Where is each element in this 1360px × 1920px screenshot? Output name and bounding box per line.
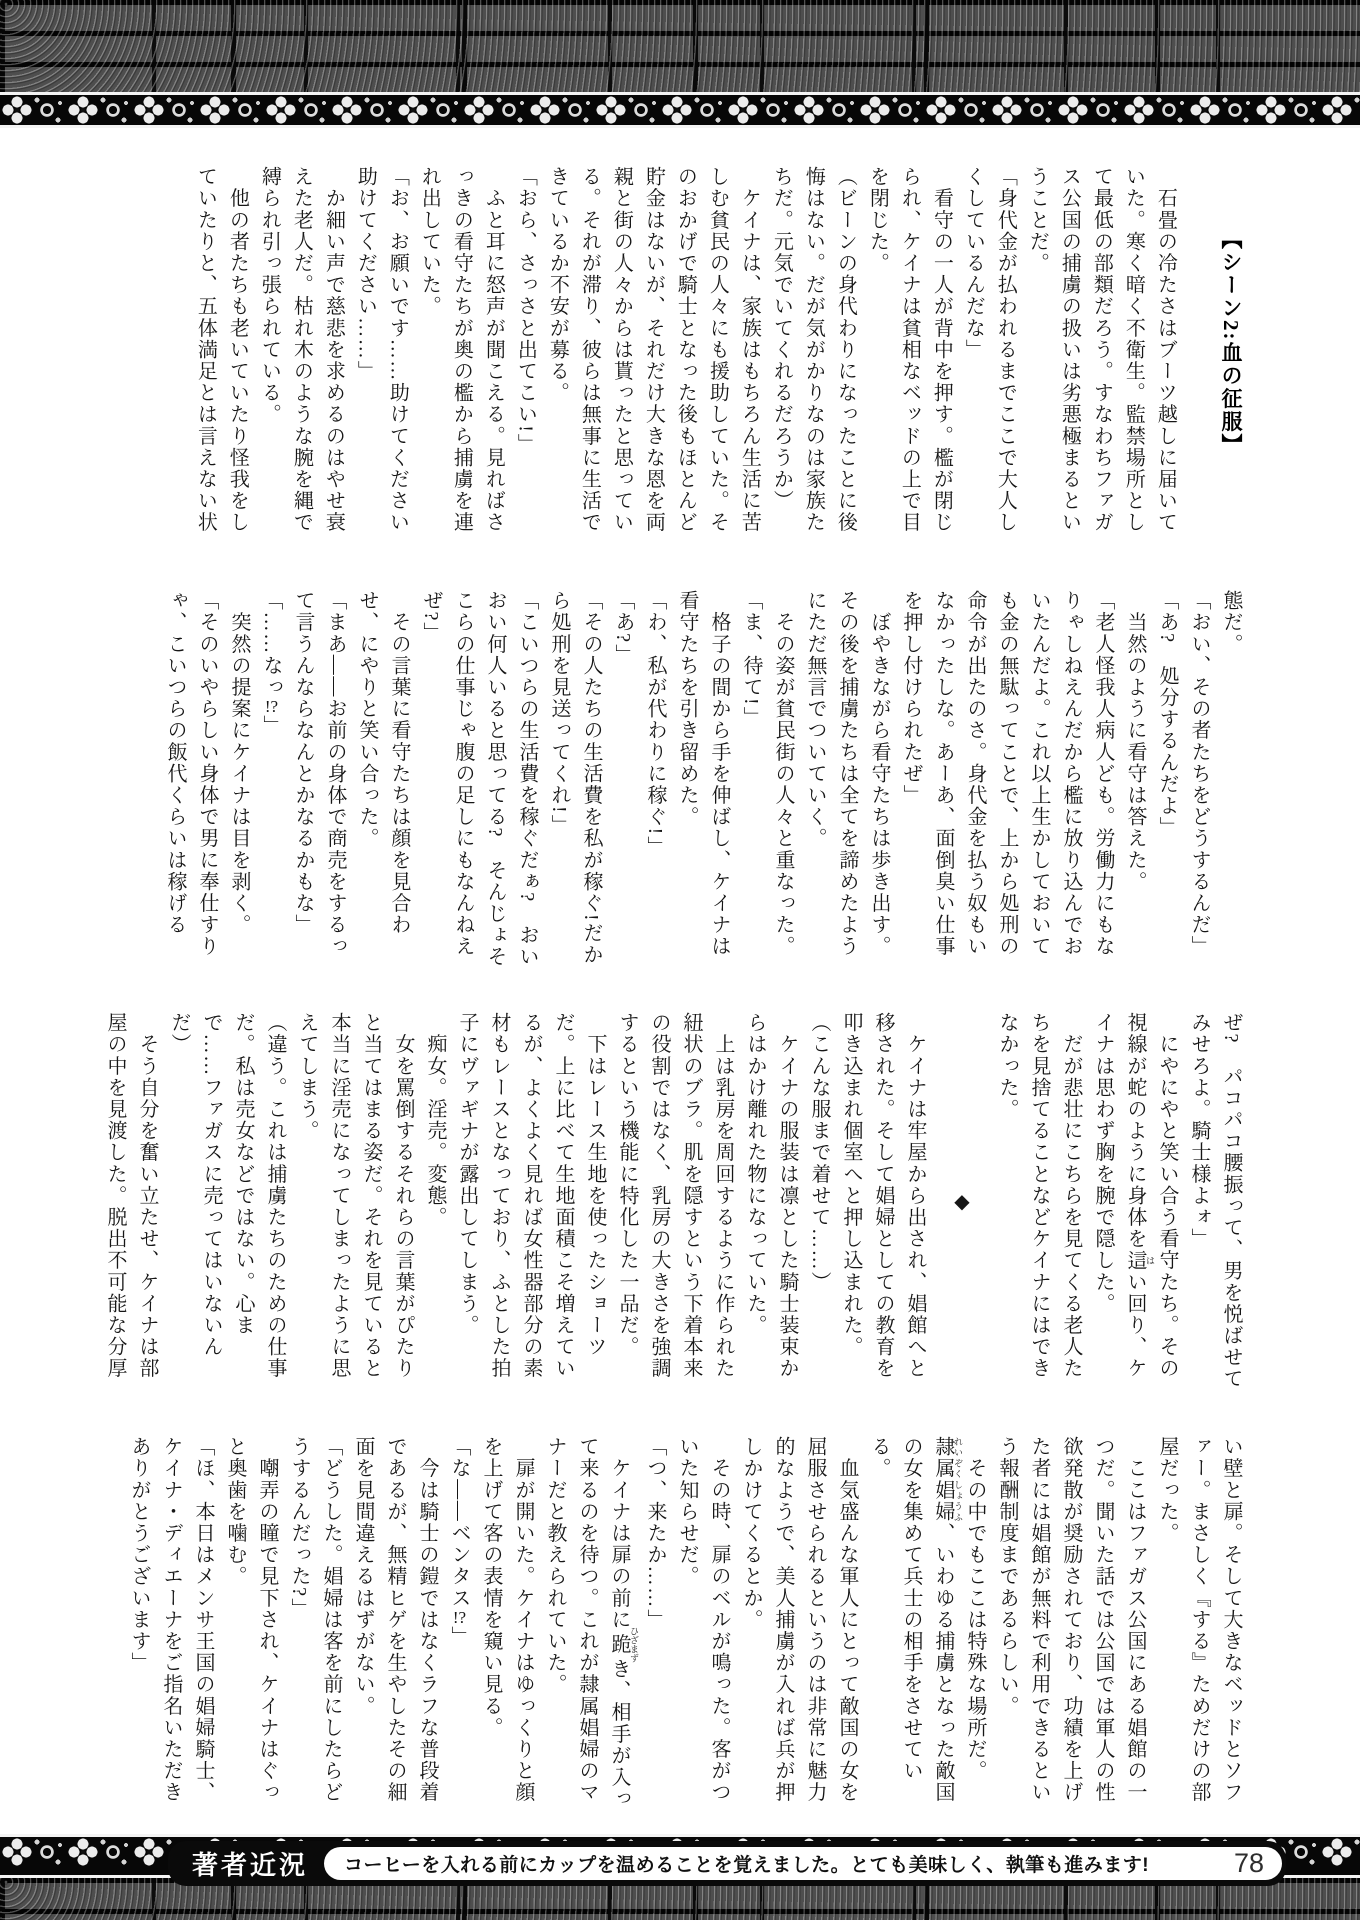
author-status-bar <box>168 1841 1286 1886</box>
scene-title: 【シーン2:血の征服】 <box>1219 228 1243 457</box>
story-paragraph: ふと耳に怒声が聞こえる。見ればさっきの看守たちが奥の檻から捕虜を連れ出していた。 <box>418 166 505 534</box>
story-paragraph: 突然の提案にケイナは目を剥く。 <box>228 590 250 936</box>
author-status-label: 著者近況 <box>192 1850 309 1880</box>
story-paragraph: 嘲弄の瞳で見下され、ケイナはぐっと奥歯を噛む。 <box>224 1436 278 1804</box>
story-paragraph: その姿が貧民街の人々と重なった。 <box>772 590 794 958</box>
story-paragraph: 今は騎士の鎧ではなくラフな普段着であるが、無精ヒゲを生やしたその細面を見間違えるはずがない。 <box>352 1436 438 1804</box>
story-paragraph: ケイナの服装は凛とした騎士装束からはかけ離れた物になっていた。 <box>744 1012 798 1380</box>
story-paragraph: 態だ。 <box>1220 590 1242 655</box>
story-paragraph: ケイナは、家族はもちろん生活に苦しむ貧民の人々にも援助していた。そのおかげで騎士となった後もほとんど貯金はないが、それだけ大きな恩を両親と街の人々からは貰ったと思っている。それが滞り、彼らは無事に生活できているか不安が募る。 <box>546 166 761 534</box>
story-paragraph: ぼやきながら看守たちは歩き出す。その後を捕虜たちは全てを諦めたようにただ無言でついていく。 <box>804 590 890 958</box>
text-band-4 <box>113 1436 1247 1814</box>
text-band-2 <box>113 590 1247 968</box>
text-band-1 <box>113 166 1247 544</box>
story-paragraph: 「そのいやらしい身体で男に奉仕すりゃ、こいつらの飯代くらいは稼げる <box>164 590 218 958</box>
story-paragraph: 当然のように看守は答えた。 <box>1124 590 1146 893</box>
story-paragraph: 「わ、私が代わりに稼ぐ!」 <box>644 590 666 858</box>
story-paragraph: 「まあ——お前の身体で商売をするって言うんならなんとかなるかもな」 <box>292 590 346 958</box>
story-paragraph: か細い声で慈悲を求めるのはやせ衰えた老人だ。枯れ木のような腕を縄で縛られ引っ張られている。 <box>258 166 345 534</box>
story-paragraph: 「あ?」 <box>612 590 634 666</box>
story-paragraph: ここはファガス公国にある娼館の一つだ。聞いた話では公国では軍人の性欲発散が奨励されており、功績を上げた者には娼館が無料で利用できるという報酬制度まであるらしい。 <box>996 1436 1146 1804</box>
story-paragraph: 下はレース生地を使ったショーツだ。上に比べて生地面積こそ増えているが、よくよく見れば女性器部分の素材もレースとなっており、ふとした拍子にヴァギナが露出してしまう。 <box>456 1012 606 1380</box>
story-paragraph: だが悲壮にこちらを見てくる老人たちを見捨てることなどケイナにはできなかった。 <box>996 1012 1082 1380</box>
story-paragraph: 「老人怪我人病人ども。労働力にもなりゃしねえんだから檻に放り込んでおいたんだよ。これ以上生かしておいても金の無駄ってことで、上から処刑の命令が出たのさ。身代金を払う奴もいなかったしな。あーあ、面倒臭い仕事を押し付けられたぜ」 <box>900 590 1114 958</box>
story-paragraph: 格子の間から手を伸ばし、ケイナは看守たちを引き留めた。 <box>676 590 730 958</box>
story-paragraph: 「おい、その者たちをどうするんだ」 <box>1188 590 1210 958</box>
story-paragraph: その時、扉のベルが鳴った。客がついた知らせだ。 <box>676 1436 730 1804</box>
story-paragraph: （こんな服まで着せて……） <box>808 1012 830 1293</box>
story-paragraph: 「身代金が払われるまでここで大人しくしているんだな」 <box>962 166 1017 534</box>
story-paragraph: 血気盛んな軍人にとって敵国の女を屈服させられるというのは非常に魅力的なようで、美人捕虜が入れば兵が押しかけてくるとか。 <box>740 1436 858 1804</box>
story-paragraph: 「おら、さっさと出てこい!」 <box>514 166 537 456</box>
story-paragraph: （ビーンの身代わりになったことに後悔はない。だが気がかりなのは家族たちだ。元気でいてくれるだろうか） <box>770 166 857 534</box>
story-paragraph: 「な——ベンタス!?」 <box>448 1436 470 1648</box>
story-paragraph: （違う。これは捕虜たちのための仕事だ。私は売女などではない。心まで……ファガスに売ってはいないんだ） <box>168 1012 286 1380</box>
story-paragraph: 上は乳房を周回するように作られた紐状のブラ。肌を隠すという下着本来の役割ではなく、乳房の大きさを強調するという機能に特化した一品だ。 <box>616 1012 734 1380</box>
story-paragraph: 「お、お願いです……助けてください助けてください……」 <box>354 166 409 534</box>
story-paragraph: ぜ? パコパコ腰振って、男を悦ばせてみせろよ。騎士様よォ」 <box>1188 1012 1242 1390</box>
story-paragraph: い壁と扉。そして大きなベッドとソファー。まさしく『する』ためだけの部屋だった。 <box>1156 1436 1242 1804</box>
story-paragraph: 「ほ、本日はメンサ王国の娼婦騎士、ケイナ・ディエーナをご指名いただきありがとうございます」 <box>128 1436 214 1804</box>
story-paragraph: ケイナは牢屋から出され、娼館へと移された。そして娼婦としての教育を叩き込まれ個室へと押し込まれた。 <box>840 1012 926 1380</box>
story-paragraph: 「どうした。娼婦は客を前にしたらどうするんだった?」 <box>288 1436 342 1804</box>
story-paragraph: 「あ? 処分するんだよ」 <box>1156 590 1178 839</box>
story-paragraph: 「ま、待て!」 <box>740 590 762 728</box>
author-status-comment: コーヒーを入れる前にカップを温めることを覚えました。とても美味しく、執筆も進みます! <box>344 1855 1150 1876</box>
story-paragraph: ケイナは扉の前に跪 ひざまずき、相手が入って来るのを待つ。これが隷属娼婦のマナーだと教えられていた。 <box>544 1436 639 1810</box>
section-divider: ◆ <box>950 1189 972 1213</box>
text-band-3 <box>104 1012 1247 1390</box>
story-paragraph: 「……なっ!?」 <box>260 590 282 737</box>
author-status-pill <box>324 1847 1282 1880</box>
brick-texture-top <box>0 0 1360 92</box>
story-paragraph: 他の者たちも老いていたり怪我をしていたりと、五体満足とは言えない状 <box>194 166 249 534</box>
story-paragraph: 痴女。淫売。変態。 <box>424 1012 446 1228</box>
story-paragraph: にやにやと笑い合う看守たち。その視線が蛇のように身体を這 はい回り、ケイナは思わず胸を腕で隠した。 <box>1092 1012 1178 1380</box>
story-paragraph: 看守の一人が背中を押す。檻が閉じられ、ケイナは貧相なベッドの上で目を閉じた。 <box>866 166 953 534</box>
story-paragraph: 「つ、来たか……」 <box>644 1436 666 1631</box>
page-number: 78 <box>1233 1848 1264 1878</box>
story-paragraph: その言葉に看守たちは顔を見合わせ、にやりと笑い合った。 <box>356 590 410 936</box>
floral-border-top <box>0 92 1360 128</box>
story-paragraph: 「こいつらの生活費を稼ぐだぁ? おいおい何人いると思ってる? そんじょそこらの仕事じゃ腹の足しにもなんねえぜ?」 <box>420 590 538 968</box>
story-paragraph: 「その人たちの生活費を私が稼ぐ!だから処刑を見送ってくれ!」 <box>548 590 602 966</box>
story-paragraph: そう自分を奮い立たせ、ケイナは部屋の中を見渡した。脱出不可能な分厚 <box>104 1012 158 1380</box>
story-paragraph: 女を罵倒するそれらの言葉がぴたりと当てはまる姿だ。それを見ていると本当に淫売になってしまったように思えてしまう。 <box>296 1012 414 1380</box>
story-paragraph: 扉が開いた。ケイナはゆっくりと顔を上げて客の表情を窺い見る。 <box>480 1436 534 1804</box>
story-paragraph: 石畳の冷たさはブーツ越しに届いていた。寒く暗く不衛生。監禁場所として最低の部類だろう。すなわちファガス公国の捕虜の扱いは劣悪極まるということだ。 <box>1026 166 1177 534</box>
story-paragraph: その中でもここは特殊な場所だ。隷属娼婦 れいぞくしょうふ、いわゆる捕虜となった敵国の女を集めて兵士の相手をさせている。 <box>868 1436 986 1804</box>
